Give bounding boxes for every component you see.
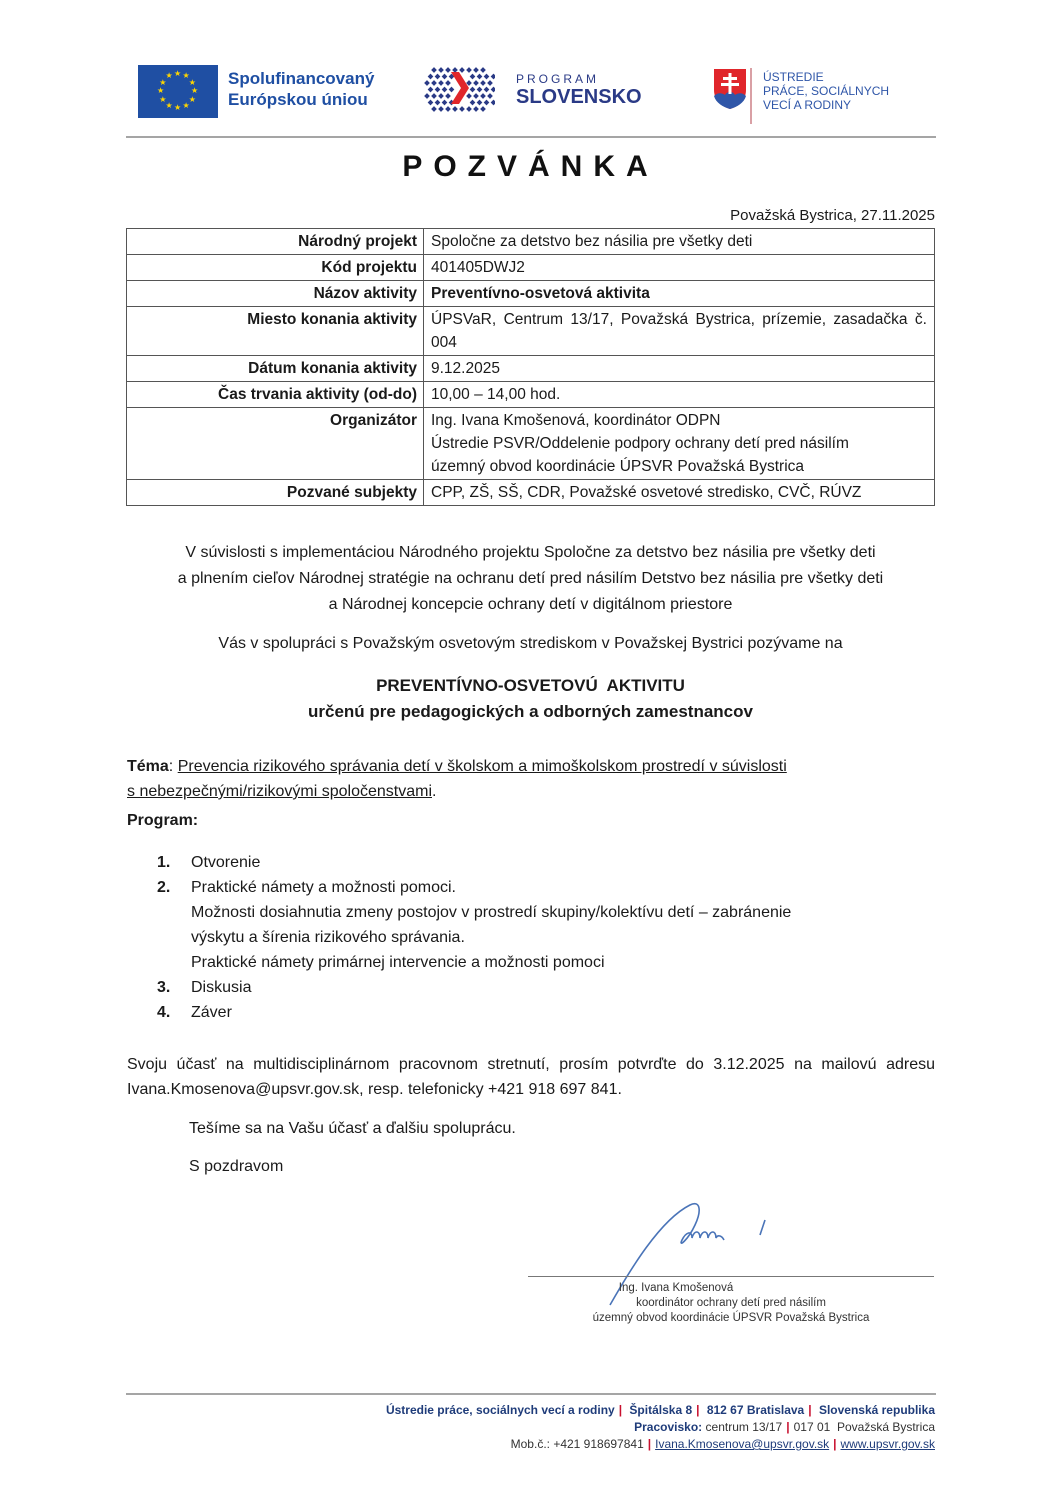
item-text: Praktické námety a možnosti pomoci. (191, 879, 456, 896)
logo-dot (459, 67, 465, 73)
place-date: Považská Bystrica, 27.11.2025 (730, 207, 935, 224)
logo-dot (480, 93, 486, 99)
logo-dot (435, 74, 441, 80)
logo-dot (435, 100, 441, 106)
topic-text-line1: Prevencia rizikového správania detí v školskom a mimoškolskom prostredí v súvislosti (177, 758, 787, 775)
table-row (127, 255, 935, 281)
logo-dot (431, 80, 437, 86)
table-row (127, 307, 935, 356)
footer-line3 (386, 1436, 935, 1453)
document-title: POZVÁNKA (402, 150, 659, 183)
program-slovensko-text (516, 72, 642, 108)
footer (386, 1402, 935, 1453)
upsvr-divider (750, 68, 752, 124)
intro-line: a plnením cieľov Národnej stratégie na ochranu detí pred násilím Detstvo bez násilia pre všetky deti (177, 570, 884, 587)
list-item (157, 975, 917, 1000)
signer-role: koordinátor ochrany detí pred násilím (636, 1297, 826, 1309)
table-row (127, 408, 935, 480)
workplace-address: centrum 13/17 (705, 1420, 783, 1434)
program-list (157, 850, 917, 1025)
row-value: ÚPSVaR, Centrum 13/17, Považská Bystrica, prízemie, zasadačka č. 004 (424, 307, 935, 356)
item-text: výskytu a šírenia rizikového správania. (191, 929, 465, 946)
logo-dot (473, 80, 479, 86)
logo-dot (438, 67, 444, 73)
logo-dot (466, 67, 472, 73)
logo-dot (491, 100, 495, 106)
invite-line: Vás v spolupráci s Považským osvetovým strediskom v Považskej Bystrici pozývame na (218, 635, 843, 652)
row-value: 401405DWJ2 (424, 255, 935, 281)
footer-line2 (386, 1419, 935, 1436)
separator: | (786, 1420, 790, 1434)
logo-dot (480, 80, 486, 86)
item-number: 3. (157, 979, 171, 996)
program-heading: Program: (127, 812, 199, 829)
row-value: CPP, ZŠ, SŠ, CDR, Považské osvetové stredisko, CVČ, RÚVZ (424, 480, 935, 506)
footer-org: Ústredie práce, sociálnych vecí a rodiny (385, 1403, 615, 1417)
logo-dot (424, 93, 430, 99)
row-value: Preventívno-osvetová aktivita (424, 281, 935, 307)
logo-dot (466, 93, 472, 99)
row-label: Miesto konania aktivity (127, 307, 424, 356)
topic-text-line2: s nebezpečnými/rizikovými spoločenstvami (127, 783, 432, 800)
headline-line2: určenú pre pedagogických a odborných zamestnancov (308, 702, 753, 721)
footer-email-link[interactable]: Ivana.Kmosenova@upsvr.gov.sk (655, 1437, 830, 1451)
footer-street: Špitálska 8 (629, 1403, 693, 1417)
item-text: Praktické námety primárnej intervencie a možnosti pomoci (191, 954, 605, 971)
item-text: Otvorenie (191, 854, 261, 871)
eu-star-icon: ★ (188, 77, 196, 87)
eu-text-line1: Spolufinancovaný (228, 69, 375, 88)
logo-dot (445, 80, 451, 86)
workplace-label: Pracovisko: (634, 1420, 703, 1434)
logo-dot (428, 100, 434, 106)
organizer-line: územný obvod koordinácie ÚPSVR Považská Bystrica (431, 458, 805, 475)
table-row (127, 356, 935, 382)
logo-dot (442, 74, 448, 80)
logo-dot (452, 106, 458, 112)
logo-dot (445, 106, 451, 112)
table-row (127, 229, 935, 255)
signer-unit: územný obvod koordinácie ÚPSVR Považská Bystrica (592, 1312, 870, 1324)
logo-dot (438, 80, 444, 86)
logo-dot (484, 100, 490, 106)
signature-line (528, 1276, 934, 1277)
eu-star-icon: ★ (182, 100, 190, 110)
logo-dot (477, 87, 483, 93)
row-label: Kód projektu (127, 255, 424, 281)
logo-dot (473, 106, 479, 112)
logo-dot (428, 74, 434, 80)
row-value: 10,00 – 14,00 hod. (424, 382, 935, 408)
footer-web-link[interactable]: www.upsvr.gov.sk (840, 1437, 935, 1451)
logo-dot (449, 87, 455, 93)
eu-flag-icon (138, 65, 218, 118)
logo-dot (491, 87, 495, 93)
separator: | (618, 1403, 623, 1417)
signature-block (528, 1281, 934, 1326)
list-item (157, 875, 917, 975)
item-number: 1. (157, 854, 171, 871)
row-label: Čas trvania aktivity (od-do) (127, 382, 424, 408)
logo-dot (491, 74, 495, 80)
eu-star-icon: ★ (174, 103, 182, 112)
rsvp-paragraph: Svoju účasť na multidisciplinárnom pracovnom stretnutí, prosím potvrďte do 3.12.2025 na mailovú adresu Ivana.Kmosenova@upsvr.gov.sk, resp. telefonicky +421 918 697 841. (127, 1056, 935, 1098)
logo-dot (445, 93, 451, 99)
row-label: Dátum konania aktivity (127, 356, 424, 382)
intro-line: a Národnej koncepcie ochrany detí v digitálnom priestore (328, 596, 733, 613)
upsvr-line2: PRÁCE, SOCIÁLNYCH (763, 84, 890, 98)
eu-star-icon: ★ (165, 71, 173, 81)
row-label: Názov aktivity (127, 281, 424, 307)
logo-dot (473, 67, 479, 73)
eu-star-icon: ★ (159, 94, 167, 104)
row-value: Spoločne za detstvo bez násilia pre všetky deti (424, 229, 935, 255)
signer-name: Ing. Ivana Kmošenová (618, 1282, 734, 1294)
intro-paragraph (0, 540, 1061, 618)
upsvr-line3: VECÍ A RODINY (763, 98, 852, 112)
list-item (157, 1000, 917, 1025)
footer-city: 812 67 Bratislava (706, 1403, 805, 1417)
row-label: Pozvané subjekty (127, 480, 424, 506)
slovensko-label: SLOVENSKO (516, 86, 642, 108)
logo-dot (431, 106, 437, 112)
logo-dot (452, 67, 458, 73)
thanks-line: Tešíme sa na Vašu účasť a ďalšiu spoluprácu. (189, 1120, 516, 1137)
eu-star-icon: ★ (188, 94, 196, 104)
row-value: 9.12.2025 (424, 356, 935, 382)
upsvr-line1: ÚSTREDIE (763, 70, 824, 84)
eu-star-icon: ★ (182, 71, 190, 81)
eu-cofinanced-text (228, 68, 374, 110)
footer-country: Slovenská republika (818, 1403, 935, 1417)
separator: | (696, 1403, 700, 1417)
organizer-line: Ing. Ivana Kmošenová, koordinátor ODPN (431, 412, 721, 429)
eu-text-line2: Európskou úniou (228, 90, 368, 109)
workplace-city: 017 01 Považská Bystrica (793, 1420, 935, 1434)
table-row (127, 480, 935, 506)
activity-info-table (126, 228, 935, 506)
row-label: Organizátor (127, 408, 424, 480)
logo-dot (487, 80, 493, 86)
logo-dot (480, 67, 486, 73)
eu-star-icon: ★ (165, 100, 173, 110)
item-number: 4. (157, 1004, 171, 1021)
eu-star-icon: ★ (191, 86, 199, 95)
logo-dot (477, 100, 483, 106)
logo-dot (431, 67, 437, 73)
logo-dot (470, 87, 476, 93)
greeting: S pozdravom (189, 1158, 284, 1175)
logo-dot (477, 74, 483, 80)
logo-dot (428, 87, 434, 93)
footer-mobile: Mob.č.: +421 918697841 (510, 1437, 644, 1451)
separator: | (808, 1403, 812, 1417)
table-row (127, 382, 935, 408)
logo-dot (473, 93, 479, 99)
logo-dot (438, 106, 444, 112)
logo-dot (435, 87, 441, 93)
separator: | (833, 1437, 837, 1451)
row-value (424, 408, 935, 480)
logo-dot (445, 67, 451, 73)
list-item (157, 850, 917, 875)
logo-dot (466, 106, 472, 112)
eu-star-icon: ★ (157, 86, 165, 95)
eu-star-icon: ★ (174, 69, 182, 78)
logo-dot (484, 87, 490, 93)
item-text: Diskusia (191, 979, 252, 996)
logo-dot (442, 100, 448, 106)
table-row (127, 281, 935, 307)
row-label: Národný projekt (127, 229, 424, 255)
footer-divider (126, 1393, 936, 1395)
slovak-coat-of-arms-icon (713, 68, 747, 110)
program-slovensko-diamond-icon (423, 66, 495, 116)
logo-dot (424, 80, 430, 86)
topic-label: Téma (127, 758, 169, 775)
headline-line1: PREVENTÍVNO-OSVETOVÚ AKTIVITU (376, 676, 685, 695)
footer-line1 (386, 1402, 935, 1419)
intro-line: V súvislosti s implementáciou Národného projektu Spoločne za detstvo bez násilia pre všetky deti (185, 544, 876, 561)
logo-dot (459, 106, 465, 112)
item-text: Možnosti dosiahnutia zmeny postojov v prostredí skupiny/kolektívu detí – zabránenie (191, 904, 792, 921)
logo-dot (438, 93, 444, 99)
item-number: 2. (157, 879, 171, 896)
logo-dot (442, 87, 448, 93)
logo-dot (484, 74, 490, 80)
upsvr-logo-text (763, 70, 889, 112)
item-text: Záver (191, 1004, 232, 1021)
logo-dot (470, 100, 476, 106)
activity-headline (0, 673, 1061, 725)
eu-star-icon: ★ (159, 77, 167, 87)
logo-dot (480, 106, 486, 112)
logo-dot (431, 93, 437, 99)
header-divider (126, 136, 936, 138)
topic: Téma: Prevencia rizikového správania detí v školskom a mimoškolskom prostredí v súvislosti s nebezpečnými/rizikovými spoločenstvami. (127, 758, 787, 800)
program-label: PROGRAM (516, 72, 600, 86)
separator: | (647, 1437, 652, 1451)
organizer-line: Ústredie PSVR/Oddelenie podpory ochrany detí pred násilím (431, 435, 849, 452)
logo-dot (487, 93, 493, 99)
header-logos (138, 62, 938, 124)
logo-dot (470, 74, 476, 80)
